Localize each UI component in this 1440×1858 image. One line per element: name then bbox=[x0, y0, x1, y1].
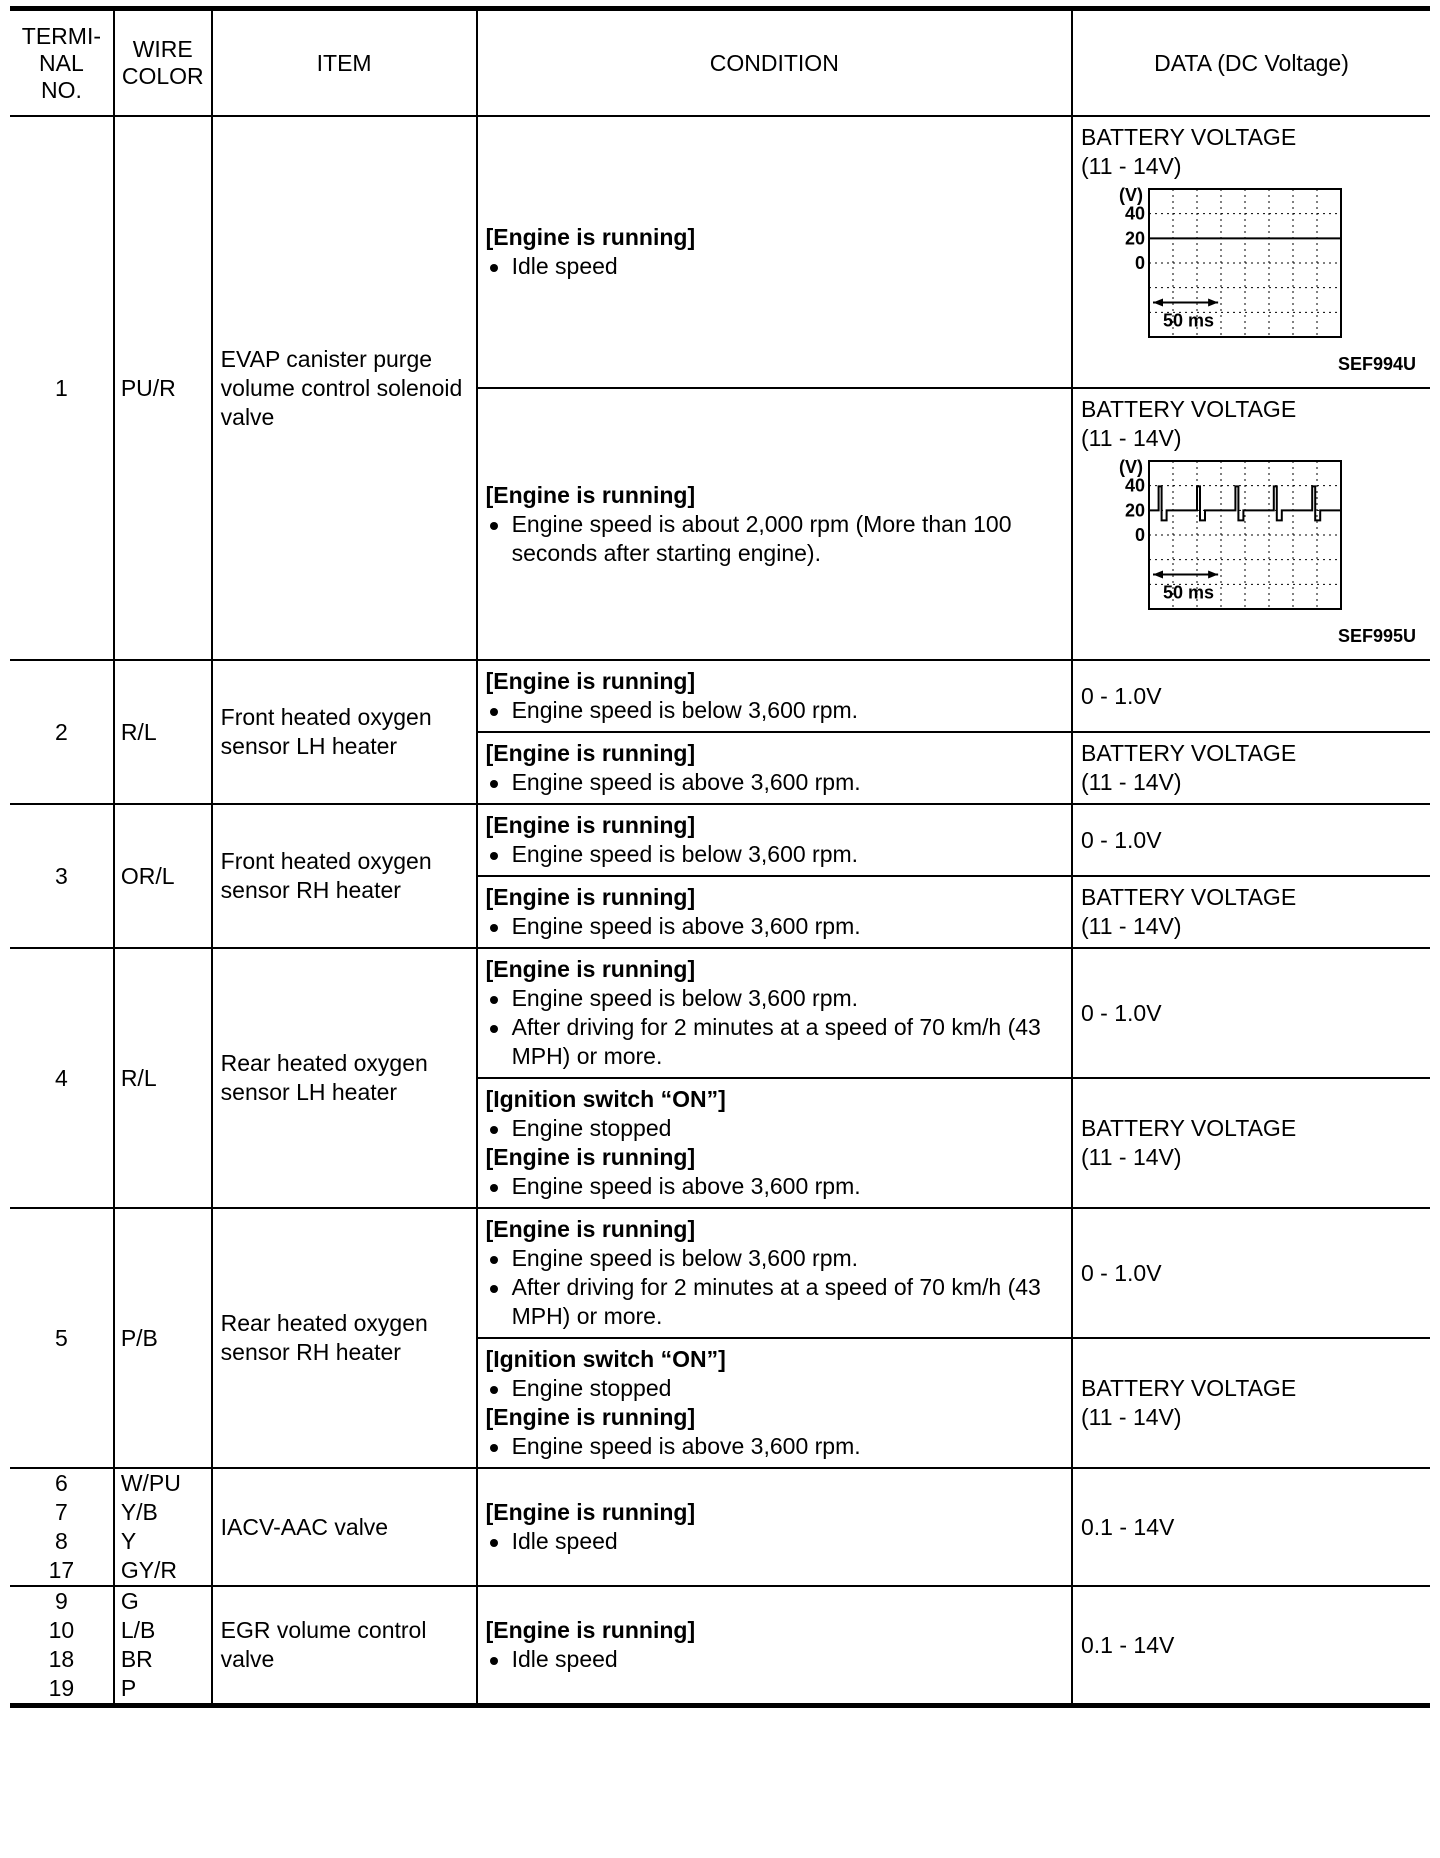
arrow-head-right bbox=[1208, 298, 1218, 306]
data-value: BATTERY VOLTAGE (11 - 14V) bbox=[1072, 876, 1430, 948]
data-value: 0 - 1.0V bbox=[1072, 1208, 1430, 1338]
item-name: IACV-AAC valve bbox=[212, 1468, 477, 1586]
condition-cell: [Engine is running] Idle speed bbox=[477, 116, 1072, 388]
condition-cell: [Engine is running] Engine speed is above 3,600 rpm. bbox=[477, 876, 1072, 948]
wire-color: R/L bbox=[114, 660, 212, 804]
condition-cell: [Engine is running] Idle speed bbox=[477, 1468, 1072, 1586]
list-item: Engine speed is above 3,600 rpm. bbox=[486, 1432, 1061, 1461]
header-row bbox=[10, 9, 1430, 117]
header-condition: CONDITION bbox=[477, 9, 1072, 117]
data-value: 0 - 1.0V bbox=[1072, 660, 1430, 732]
data-value: 0 - 1.0V bbox=[1072, 804, 1430, 876]
condition-cell: [Engine is running] Engine speed is above 3,600 rpm. bbox=[477, 732, 1072, 804]
data-value: BATTERY VOLTAGE (11 - 14V) bbox=[1072, 1338, 1430, 1468]
wire-color: OR/L bbox=[114, 804, 212, 948]
list-item: Engine stopped bbox=[486, 1114, 1061, 1143]
condition-cell: [Engine is running] Engine speed is below 3,600 rpm. After driving for 2 minutes at a speed of 70 km/h (43 MPH) or more. bbox=[477, 1208, 1072, 1338]
time-scale-label: 50 ms bbox=[1163, 582, 1215, 603]
item-name: Rear heated oxygen sensor RH heater bbox=[212, 1208, 477, 1468]
figure-ref: SEF995U bbox=[1337, 626, 1416, 646]
table-row bbox=[10, 1586, 1430, 1706]
item-name: Rear heated oxygen sensor LH heater bbox=[212, 948, 477, 1208]
condition-cell: [Engine is running] Engine speed is below 3,600 rpm. bbox=[477, 660, 1072, 732]
waveform-sef995u bbox=[1081, 453, 1422, 653]
condition-cell: [Engine is running] Engine speed is below 3,600 rpm. After driving for 2 minutes at a speed of 70 km/h (43 MPH) or more. bbox=[477, 948, 1072, 1078]
list-item: Engine speed is above 3,600 rpm. bbox=[486, 912, 1061, 941]
list-item: Engine speed is below 3,600 rpm. bbox=[486, 840, 1061, 869]
condition-cell: [Engine is running] Engine speed is about 2,000 rpm (More than 100 seconds after starting engine). bbox=[477, 388, 1072, 660]
waveform-plot bbox=[1081, 185, 1365, 355]
data-cell bbox=[1072, 116, 1430, 388]
y-tick-label: 40 bbox=[1124, 203, 1145, 224]
wire-color: PU/R bbox=[114, 116, 212, 660]
y-tick-label: 20 bbox=[1124, 228, 1145, 249]
wire-color: R/L bbox=[114, 948, 212, 1208]
data-value: BATTERY VOLTAGE (11 - 14V) bbox=[1072, 732, 1430, 804]
figure-ref: SEF994U bbox=[1337, 354, 1416, 374]
condition-cell: [Ignition switch “ON”] Engine stopped [Engine is running] Engine speed is above 3,600 rpm. bbox=[477, 1078, 1072, 1208]
list-item: Engine speed is below 3,600 rpm. bbox=[486, 1244, 1061, 1273]
condition-cell: [Engine is running] Idle speed bbox=[477, 1586, 1072, 1706]
list-item: Idle speed bbox=[486, 252, 1061, 281]
data-value: BATTERY VOLTAGE (11 - 14V) bbox=[1072, 1078, 1430, 1208]
list-item: After driving for 2 minutes at a speed of 70 km/h (43 MPH) or more. bbox=[486, 1273, 1061, 1331]
list-item: Engine speed is above 3,600 rpm. bbox=[486, 768, 1061, 797]
arrow-head-left bbox=[1153, 570, 1163, 578]
table-row bbox=[10, 948, 1430, 1078]
wire-color: W/PU Y/B Y GY/R bbox=[114, 1468, 212, 1586]
terminal-no: 1 bbox=[10, 116, 114, 660]
table-row bbox=[10, 660, 1430, 732]
item-name: Front heated oxygen sensor RH heater bbox=[212, 804, 477, 948]
list-item: Idle speed bbox=[486, 1645, 1061, 1674]
axis-unit: (V) bbox=[1119, 185, 1143, 205]
wire-color: P/B bbox=[114, 1208, 212, 1468]
y-tick-label: 20 bbox=[1124, 500, 1145, 521]
y-tick-label: 0 bbox=[1134, 253, 1145, 273]
terminal-no: 3 bbox=[10, 804, 114, 948]
list-item: Engine speed is below 3,600 rpm. bbox=[486, 984, 1061, 1013]
y-tick-label: 40 bbox=[1124, 475, 1145, 496]
list-item: Engine speed is about 2,000 rpm (More than 100 seconds after starting engine). bbox=[486, 510, 1061, 568]
item-name: Front heated oxygen sensor LH heater bbox=[212, 660, 477, 804]
item-name: EGR volume control valve bbox=[212, 1586, 477, 1706]
item-name: EVAP canister purge volume control solenoid valve bbox=[212, 116, 477, 660]
waveform-plot bbox=[1081, 457, 1365, 627]
list-item: Engine speed is above 3,600 rpm. bbox=[486, 1172, 1061, 1201]
list-item: Idle speed bbox=[486, 1527, 1061, 1556]
list-item: After driving for 2 minutes at a speed of 70 km/h (43 MPH) or more. bbox=[486, 1013, 1061, 1071]
condition-cell: [Ignition switch “ON”] Engine stopped [Engine is running] Engine speed is above 3,600 rpm. bbox=[477, 1338, 1072, 1468]
terminal-no: 4 bbox=[10, 948, 114, 1208]
list-item: Engine stopped bbox=[486, 1374, 1061, 1403]
header-data: DATA (DC Voltage) bbox=[1072, 9, 1430, 117]
header-wire-color: WIRE COLOR bbox=[114, 9, 212, 117]
table-row bbox=[10, 1468, 1430, 1586]
list-item: Engine speed is below 3,600 rpm. bbox=[486, 696, 1061, 725]
terminal-no: 2 bbox=[10, 660, 114, 804]
data-value: 0.1 - 14V bbox=[1072, 1586, 1430, 1706]
header-item: ITEM bbox=[212, 9, 477, 117]
header-terminal: TERMI- NAL NO. bbox=[10, 9, 114, 117]
condition-cell: [Engine is running] Engine speed is below 3,600 rpm. bbox=[477, 804, 1072, 876]
ecm-terminal-table bbox=[10, 6, 1430, 1708]
arrow-head-right bbox=[1208, 570, 1218, 578]
y-tick-label: 0 bbox=[1134, 525, 1145, 545]
terminal-no: 5 bbox=[10, 1208, 114, 1468]
data-value: 0 - 1.0V bbox=[1072, 948, 1430, 1078]
table-row bbox=[10, 1208, 1430, 1338]
terminal-no: 9 10 18 19 bbox=[10, 1586, 114, 1706]
time-scale-label: 50 ms bbox=[1163, 310, 1215, 331]
data-value: 0.1 - 14V bbox=[1072, 1468, 1430, 1586]
waveform-sef994u bbox=[1081, 181, 1422, 381]
axis-unit: (V) bbox=[1119, 457, 1143, 477]
table-row bbox=[10, 116, 1430, 388]
data-cell bbox=[1072, 388, 1430, 660]
terminal-no: 6 7 8 17 bbox=[10, 1468, 114, 1586]
table-row bbox=[10, 804, 1430, 876]
data-value: BATTERY VOLTAGE (11 - 14V) bbox=[1081, 396, 1297, 451]
data-value: BATTERY VOLTAGE (11 - 14V) bbox=[1081, 124, 1297, 179]
arrow-head-left bbox=[1153, 298, 1163, 306]
wire-color: G L/B BR P bbox=[114, 1586, 212, 1706]
